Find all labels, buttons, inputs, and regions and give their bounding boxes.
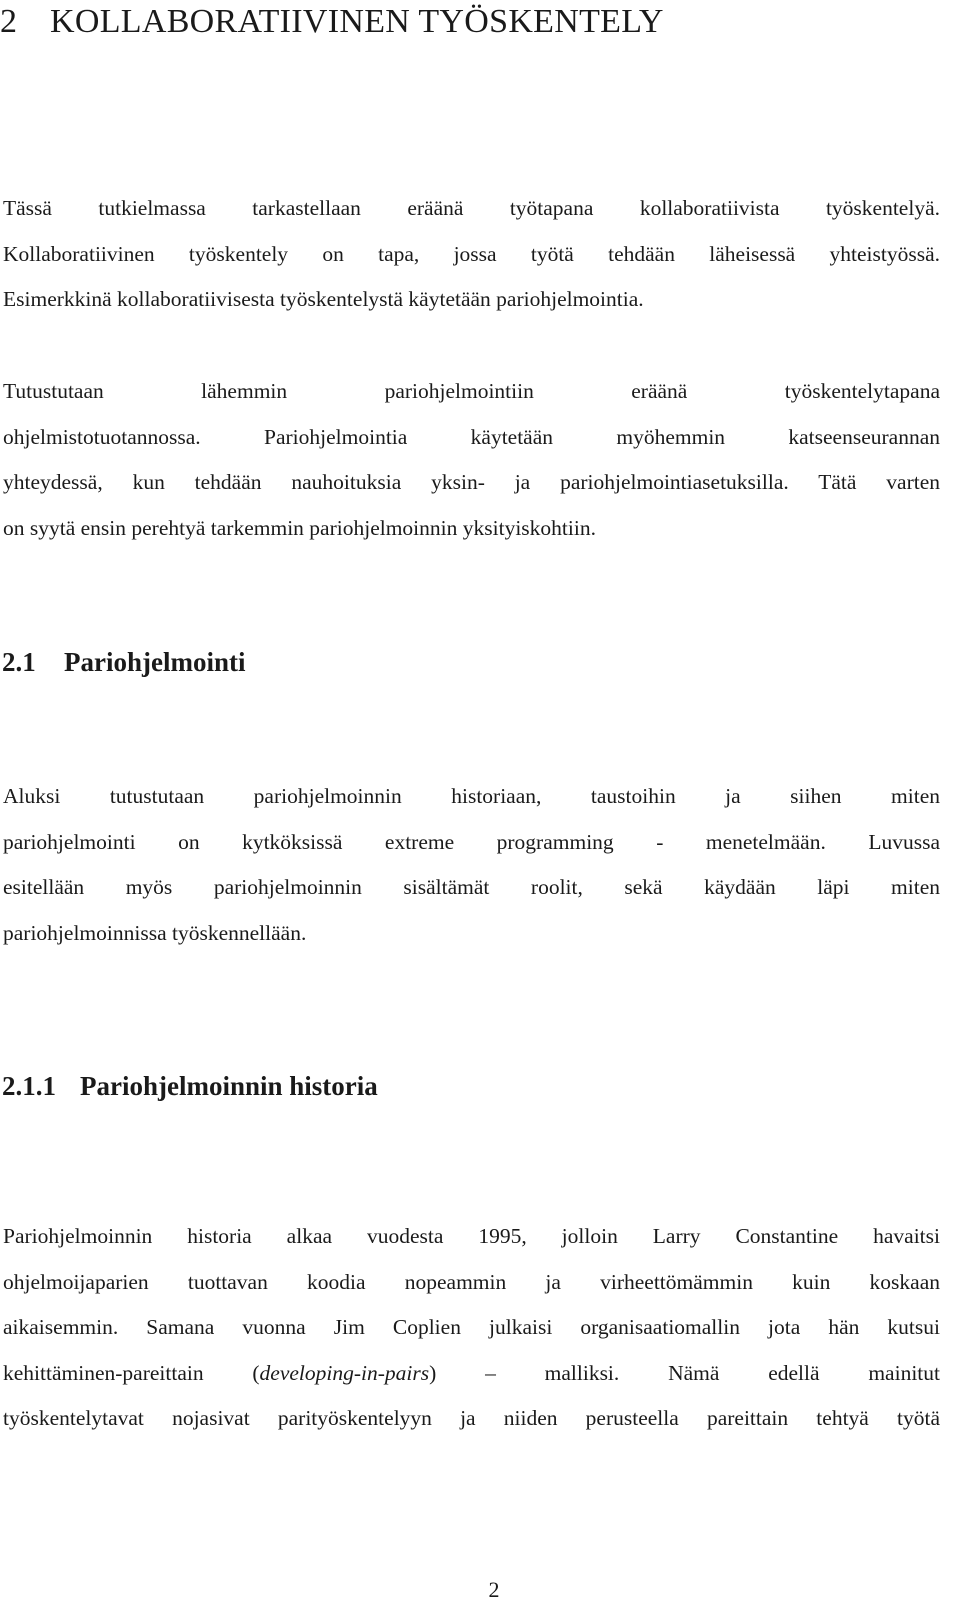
paragraph-line-with-italic (3, 1351, 940, 1397)
chapter-number: 2 (0, 3, 18, 40)
intro-paragraph-1 (3, 186, 940, 323)
intro-paragraph-2 (3, 369, 940, 551)
section-heading-2-1 (2, 645, 245, 679)
section-number: 2.1 (2, 647, 36, 677)
paragraph-line: esitellään myös pariohjelmoinnin sisältämät roolit, sekä käydään läpi miten (3, 875, 940, 899)
subsection-number: 2.1.1 (2, 1071, 56, 1101)
section-title: Pariohjelmointi (64, 647, 246, 677)
section-2-1-paragraph (3, 774, 940, 956)
paragraph-line: on syytä ensin perehtyä tarkemmin pariohjelmoinnin yksityiskohtiin. (3, 515, 596, 540)
history-paragraph (3, 1214, 940, 1442)
paragraph-line: yhteydessä, kun tehdään nauhoituksia yksin- ja pariohjelmointiasetuksilla. Tätä varten (3, 470, 940, 494)
paragraph-line: ohjelmoijaparien tuottavan koodia nopeammin ja virheettömämmin kuin koskaan (3, 1269, 940, 1294)
line-text: ) – malliksi. Nämä edellä mainitut (429, 1360, 940, 1385)
chapter-title: KOLLABORATIIVINEN TYÖSKENTELY (50, 3, 664, 40)
paragraph-line: pariohjelmoinnissa työskennellään. (3, 920, 307, 945)
paragraph-line: pariohjelmointi on kytköksissä extreme programming - menetelmään. Luvussa (3, 829, 940, 854)
paragraph-line: Pariohjelmoinnin historia alkaa vuodesta 1995, jolloin Larry Constantine havaitsi (3, 1224, 940, 1248)
paragraph-line: Esimerkkinä kollaboratiivisesta työskentelystä käytetään pariohjelmointia. (3, 287, 644, 311)
paragraph-line: Tutustutaan lähemmin pariohjelmointiin eräänä työskentelytapana (3, 379, 940, 403)
paragraph-line: ohjelmistotuotannossa. Pariohjelmointia käytetään myöhemmin katseenseurannan (3, 424, 940, 449)
paragraph-line: Aluksi tutustutaan pariohjelmoinnin historiaan, taustoihin ja siihen miten (3, 784, 940, 808)
subsection-title: Pariohjelmoinnin historia (80, 1071, 378, 1101)
paragraph-line: aikaisemmin. Samana vuonna Jim Coplien julkaisi organisaatiomallin jota hän kutsui (3, 1315, 940, 1339)
paragraph-line: Kollaboratiivinen työskentely on tapa, jossa työtä tehdään läheisessä yhteistyössä. (3, 241, 940, 266)
line-text: kehittäminen-pareittain ( (3, 1360, 260, 1385)
subsection-heading-2-1-1 (2, 1069, 378, 1103)
chapter-heading (0, 2, 664, 42)
paragraph-line: Tässä tutkielmassa tarkastellaan eräänä työtapana kollaboratiivista työskentelyä. (3, 196, 940, 220)
paragraph-line: työskentelytavat nojasivat parityöskentelyyn ja niiden perusteella pareittain tehtyä työtä (3, 1406, 940, 1430)
italic-term: developing-in-pairs (259, 1360, 430, 1385)
page-number: 2 (488, 1577, 500, 1602)
